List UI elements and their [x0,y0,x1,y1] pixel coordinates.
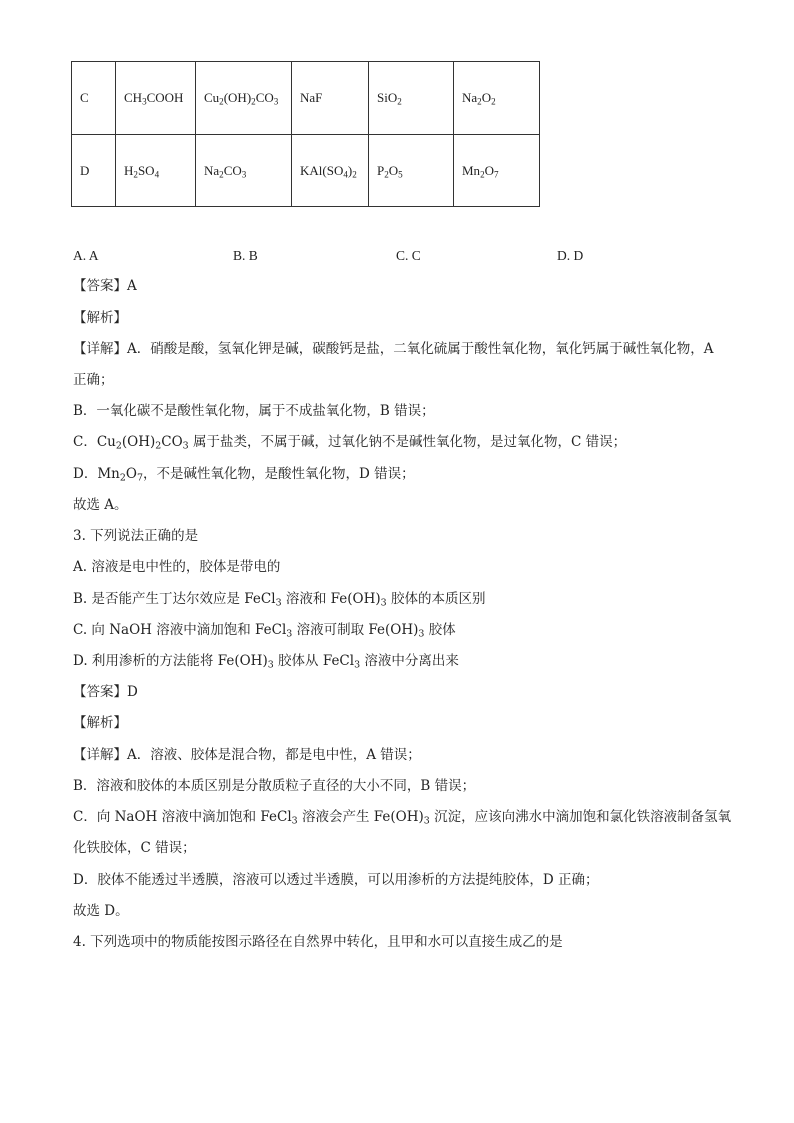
table-cell: $Na_2CO_3$ [196,135,292,207]
explanation-line: 【详解】A．溶液、胶体是混合物，都是电中性，A 错误； [73,747,421,763]
explanation-line: C．向 NaOH 溶液中滴加饱和 FeCl$_3$ 溶液会产生 $Fe(OH)_3$ 沉淀，应该向沸水中滴加饱和氯化铁溶液制备氢氧 [73,809,732,827]
table-cell: $H_2SO_4$ [116,135,196,207]
option-c: C. C [396,248,421,263]
classification-table [71,61,540,207]
conclusion-line: 故选 D。 [73,903,129,919]
analysis-label: 【解析】 [73,310,127,326]
question-3-option-b: B. 是否能产生丁达尔效应是 FeCl$_3$ 溶液和 $Fe(OH)_3$ 胶体的本质区别 [73,591,486,609]
explanation-line: D．胶体不能透过半透膜，溶液可以透过半透膜，可以用渗析的方法提纯胶体，D 正确； [73,872,599,888]
explanation-line: B．一氧化碳不是酸性氧化物，属于不成盐氧化物，B 错误； [73,403,435,419]
table-row [72,62,540,135]
question-3-option-c: C. 向 NaOH 溶液中滴加饱和 FeCl$_3$ 溶液可制取 $Fe(OH)_3$ 胶体 [73,622,456,640]
table-cell: $Cu_2(OH)_2CO_3$ [196,62,292,135]
conclusion-line: 故选 A。 [73,497,128,513]
table-cell: NaF [292,62,369,135]
table-cell: $CH_3COOH$ [116,62,196,135]
explanation-line: B．溶液和胶体的本质区别是分散质粒子直径的大小不同，B 错误； [73,778,476,794]
explanation-line: 正确； [73,372,114,388]
option-b: B. B [233,248,258,263]
table-cell: $Na_2O_2$ [454,62,540,135]
analysis-label: 【解析】 [73,715,127,731]
question-3-option-a: A. 溶液是电中性的，胶体是带电的 [73,559,281,575]
table-cell: C [72,62,116,135]
table-cell: D [72,135,116,207]
option-d: D. D [557,248,584,263]
table-cell: SiO$_2$ [369,62,454,135]
table-cell: $KAl(SO_4)_2$ [292,135,369,207]
question-4-stem: 4. 下列选项中的物质能按图示路径在自然界中转化，且甲和水可以直接生成乙的是 [73,934,563,950]
table-cell: $P_2O_5$ [369,135,454,207]
answer-options-q2 [0,246,794,266]
table-row [72,135,540,207]
explanation-line: C．$Cu_2(OH)_2CO_3$ 属于盐类，不属于碱，过氧化钠不是碱性氧化物，是过氧化物，C 错误； [73,434,627,452]
answer-label: 【答案】A [73,278,137,294]
answer-label: 【答案】D [73,684,138,700]
explanation-line: 化铁胶体，C 错误； [73,840,196,856]
question-3-stem: 3. 下列说法正确的是 [73,528,199,544]
question-3-option-d: D. 利用渗析的方法能将 $Fe(OH)_3$ 胶体从 FeCl$_3$ 溶液中分离出来 [73,653,459,671]
explanation-line: D．$Mn_2O_7$，不是碱性氧化物，是酸性氧化物，D 错误； [73,466,415,484]
table-cell: $Mn_2O_7$ [454,135,540,207]
explanation-line: 【详解】A．硝酸是酸，氢氧化钾是碱，碳酸钙是盐，二氧化硫属于酸性氧化物，氧化钙属于碱性氧化物，A [73,341,714,357]
option-a: A. A [73,248,99,263]
